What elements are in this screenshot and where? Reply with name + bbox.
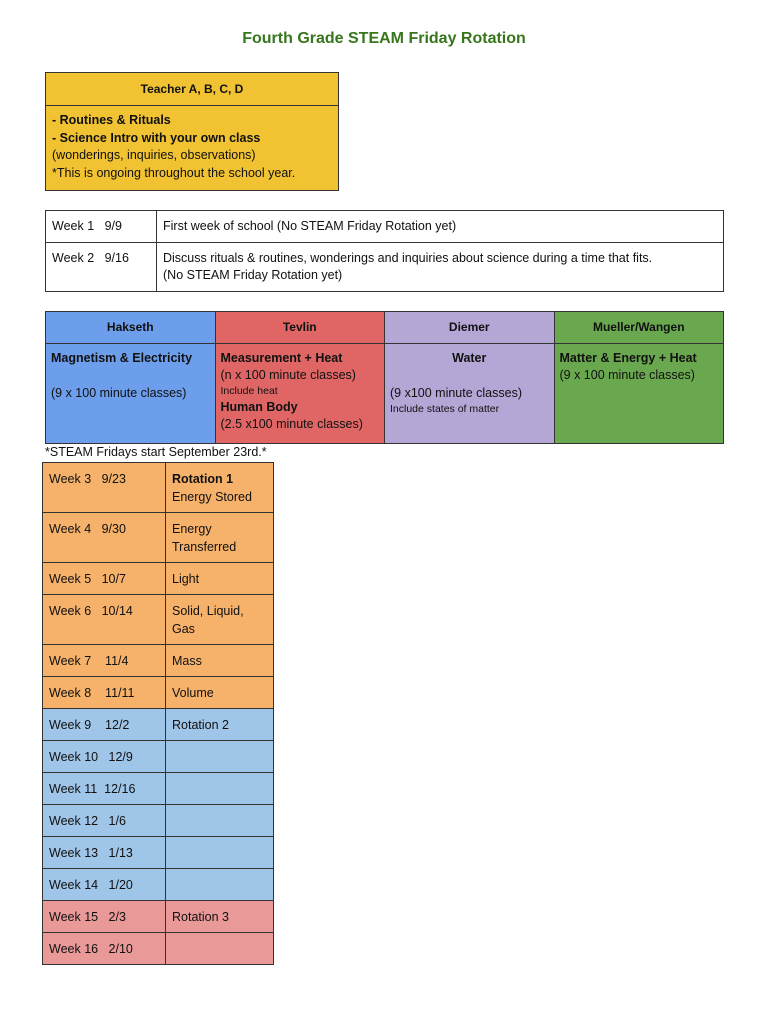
week-cell: Week 11 12/16 (43, 773, 166, 805)
teacher-name-cell: Diemer (385, 312, 555, 344)
week-cell: Week 2 9/16 (46, 243, 157, 292)
topic-cell (166, 463, 274, 513)
topic-label: Solid, Liquid, (172, 604, 244, 618)
topic-cell (166, 805, 274, 837)
week-cell: Week 6 10/14 (43, 595, 166, 645)
table-row (43, 513, 274, 563)
table-row (46, 211, 724, 243)
intro-weeks-table (45, 210, 724, 292)
subject-title: Human Body (220, 400, 298, 414)
subject-title: Water (452, 351, 487, 365)
week-cell: Week 10 12/9 (43, 741, 166, 773)
table-row (43, 563, 274, 595)
topic-label: Energy (172, 522, 212, 536)
topic-cell: Volume (166, 677, 274, 709)
topic-cell: Mass (166, 645, 274, 677)
class-count: (9 x100 minute classes) (390, 386, 523, 400)
topic-cell (166, 513, 274, 563)
table-row (43, 741, 274, 773)
table-row (43, 463, 274, 513)
topic-label: Gas (172, 622, 195, 636)
topic-cell (166, 933, 274, 965)
description-cell: First week of school (No STEAM Friday Rotation yet) (157, 211, 724, 243)
class-count: (n x 100 minute classes) (220, 368, 356, 382)
page-title: Fourth Grade STEAM Friday Rotation (242, 30, 526, 47)
table-row (43, 645, 274, 677)
subject-cell (385, 344, 555, 444)
subject-cell (46, 344, 216, 444)
topic-cell (166, 837, 274, 869)
rotation-label: Rotation 1 (172, 472, 234, 486)
subject-note: Include states of matter (390, 403, 500, 415)
teacher-box-line: *This is ongoing throughout the school year. (52, 165, 296, 180)
teacher-abcd-box (45, 72, 339, 191)
subject-note: Include heat (220, 385, 278, 397)
topic-cell: Rotation 2 (166, 709, 274, 741)
topic-cell (166, 773, 274, 805)
week-cell: Week 4 9/30 (43, 513, 166, 563)
topic-label: Energy Stored (172, 490, 252, 504)
topic-cell (166, 869, 274, 901)
week-cell: Week 3 9/23 (43, 463, 166, 513)
class-count: (9 x 100 minute classes) (559, 368, 695, 382)
topic-cell: Light (166, 563, 274, 595)
table-row (43, 933, 274, 965)
teacher-box-line: - Science Intro with your own class (52, 130, 261, 145)
topic-label: Transferred (172, 540, 237, 554)
subject-cell (215, 344, 385, 444)
topic-cell (166, 741, 274, 773)
table-row (43, 709, 274, 741)
class-count: (9 x 100 minute classes) (51, 386, 187, 400)
table-row (43, 773, 274, 805)
week-cell: Week 16 2/10 (43, 933, 166, 965)
teacher-box-line: - Routines & Rituals (52, 113, 171, 127)
subject-title: Measurement + Heat (220, 351, 343, 365)
description-line: Discuss rituals & routines, wonderings and inquiries about science during a time that fits. (163, 251, 653, 265)
teacher-subjects-table (45, 311, 724, 444)
week-cell: Week 12 1/6 (43, 805, 166, 837)
schedule-table (42, 462, 274, 965)
teacher-box-line: (wonderings, inquiries, observations) (52, 148, 256, 162)
teacher-box-header: Teacher A, B, C, D (46, 73, 338, 106)
subject-cell (554, 344, 724, 444)
teacher-name-cell: Mueller/Wangen (554, 312, 724, 344)
week-cell: Week 14 1/20 (43, 869, 166, 901)
topic-cell: Rotation 3 (166, 901, 274, 933)
topic-cell (166, 595, 274, 645)
week-cell: Week 15 2/3 (43, 901, 166, 933)
description-cell (157, 243, 724, 292)
subject-title: Magnetism & Electricity (51, 351, 193, 365)
week-cell: Week 9 12/2 (43, 709, 166, 741)
week-cell: Week 5 10/7 (43, 563, 166, 595)
week-cell: Week 13 1/13 (43, 837, 166, 869)
week-cell: Week 8 11/11 (43, 677, 166, 709)
teacher-name-cell: Hakseth (46, 312, 216, 344)
subject-title: Matter & Energy + Heat (559, 351, 697, 365)
start-note: *STEAM Fridays start September 23rd.* (45, 445, 267, 459)
teacher-box-body (46, 106, 338, 190)
table-row (46, 243, 724, 292)
table-row (46, 312, 724, 344)
table-row (43, 677, 274, 709)
teacher-name-cell: Tevlin (215, 312, 385, 344)
table-row (43, 805, 274, 837)
class-count: (2.5 x100 minute classes) (220, 417, 363, 431)
table-row (43, 837, 274, 869)
week-cell: Week 7 11/4 (43, 645, 166, 677)
table-row (43, 595, 274, 645)
week-cell: Week 1 9/9 (46, 211, 157, 243)
table-row (46, 344, 724, 444)
description-line: (No STEAM Friday Rotation yet) (163, 268, 343, 282)
table-row (43, 869, 274, 901)
table-row (43, 901, 274, 933)
